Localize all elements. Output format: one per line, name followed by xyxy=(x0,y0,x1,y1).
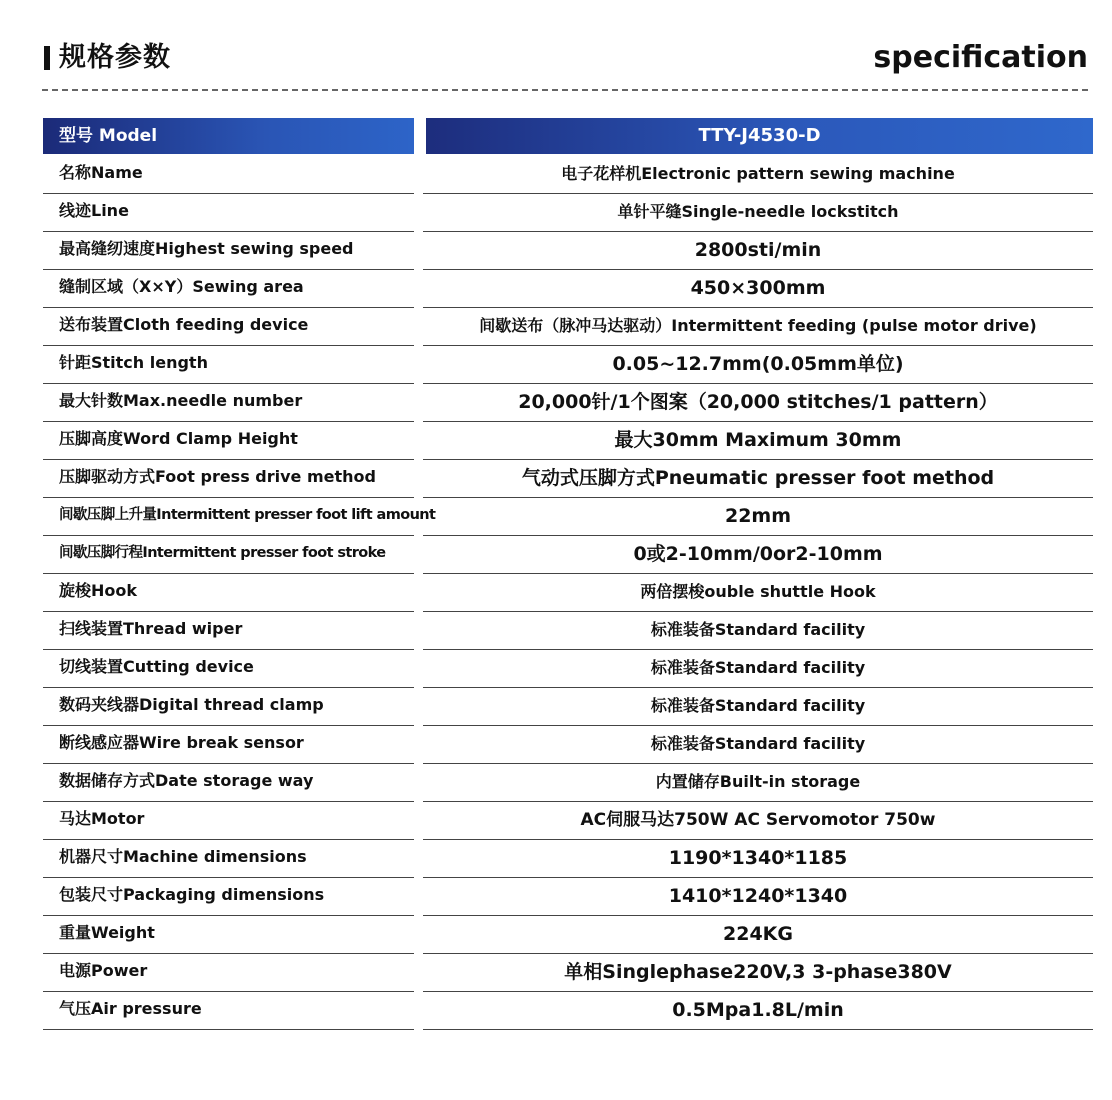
model-value: TTY-J4530-D xyxy=(698,125,821,146)
row-value: 单相Singlephase220V,3 3-phase380V xyxy=(564,961,952,983)
row-value: 1190*1340*1185 xyxy=(668,847,848,869)
title-accent-bar xyxy=(44,46,50,70)
header-value-cell xyxy=(426,118,1093,154)
table-header-row xyxy=(43,118,1093,156)
row-label: 针距Stitch length xyxy=(59,353,208,372)
table-row xyxy=(43,346,1093,384)
row-label: 切线装置Cutting device xyxy=(59,657,254,676)
row-label: 线迹Line xyxy=(59,201,129,220)
row-label: 电源Power xyxy=(59,961,148,980)
row-label: 名称Name xyxy=(59,163,143,182)
row-label: 数码夹线器Digital thread clamp xyxy=(59,695,324,714)
table-row xyxy=(43,498,1093,536)
page-title-english: specification xyxy=(873,40,1088,75)
table-row xyxy=(43,422,1093,460)
row-value: 2800sti/min xyxy=(694,239,822,261)
table-row xyxy=(43,574,1093,612)
row-value: 间歇送布（脉冲马达驱动）Intermittent feeding (pulse motor drive) xyxy=(479,316,1037,335)
row-value: 单针平缝Single-needle lockstitch xyxy=(617,202,899,221)
dashed-divider xyxy=(42,89,1088,91)
row-label: 最大针数Max.needle number xyxy=(59,391,303,410)
row-label: 压脚高度Word Clamp Height xyxy=(59,429,298,448)
table-row xyxy=(43,916,1093,954)
table-row xyxy=(43,194,1093,232)
row-value: 标准装备Standard facility xyxy=(650,734,866,753)
table-row xyxy=(43,840,1093,878)
row-value: AC伺服马达750W AC Servomotor 750w xyxy=(580,810,936,830)
table-row xyxy=(43,460,1093,498)
table-row xyxy=(43,688,1093,726)
row-label: 缝制区域（X×Y）Sewing area xyxy=(59,277,304,296)
row-label: 断线感应器Wire break sensor xyxy=(59,733,304,752)
row-value: 两倍摆梭ouble shuttle Hook xyxy=(640,582,876,601)
table-row xyxy=(43,232,1093,270)
row-value: 0.05~12.7mm(0.05mm单位) xyxy=(612,353,904,375)
table-row xyxy=(43,308,1093,346)
table-row xyxy=(43,384,1093,422)
row-value: 最大30mm Maximum 30mm xyxy=(614,429,902,451)
row-label: 间歇压脚上升量Intermittent presser foot lift amount xyxy=(59,507,436,523)
header-label-cell xyxy=(43,118,414,154)
row-value: 1410*1240*1340 xyxy=(668,885,848,907)
row-value: 0.5Mpa1.8L/min xyxy=(672,999,844,1021)
table-row xyxy=(43,954,1093,992)
row-label: 扫线装置Thread wiper xyxy=(59,619,243,638)
row-label: 旋梭Hook xyxy=(59,581,138,600)
table-row xyxy=(43,726,1093,764)
table-row xyxy=(43,878,1093,916)
table-row xyxy=(43,156,1093,194)
table-row xyxy=(43,612,1093,650)
row-value: 气动式压脚方式Pneumatic presser foot method xyxy=(521,467,995,489)
row-label: 压脚驱动方式Foot press drive method xyxy=(59,467,376,486)
row-value: 标准装备Standard facility xyxy=(650,658,866,677)
row-value: 20,000针/1个图案（20,000 stitches/1 pattern） xyxy=(518,391,998,413)
row-value: 0或2-10mm/0or2-10mm xyxy=(633,543,883,565)
table-row xyxy=(43,764,1093,802)
row-value: 标准装备Standard facility xyxy=(650,620,866,639)
table-row xyxy=(43,270,1093,308)
row-label: 送布装置Cloth feeding device xyxy=(59,315,309,334)
row-label: 包装尺寸Packaging dimensions xyxy=(59,885,325,904)
row-label: 机器尺寸Machine dimensions xyxy=(59,847,307,866)
row-value: 内置储存Built-in storage xyxy=(655,772,861,791)
model-label: 型号 Model xyxy=(59,126,158,146)
row-label: 最高缝纫速度Highest sewing speed xyxy=(59,239,354,258)
row-label: 数据储存方式Date storage way xyxy=(59,771,314,790)
row-label: 气压Air pressure xyxy=(59,999,202,1018)
table-row xyxy=(43,536,1093,574)
row-label: 马达Motor xyxy=(59,809,145,828)
page-header xyxy=(42,40,1088,80)
table-row xyxy=(43,802,1093,840)
row-value: 450×300mm xyxy=(690,277,826,299)
row-value: 224KG xyxy=(723,923,793,945)
table-row xyxy=(43,650,1093,688)
spec-table xyxy=(43,118,1093,1030)
table-row xyxy=(43,992,1093,1030)
row-label: 重量Weight xyxy=(59,923,155,942)
row-label: 间歇压脚行程Intermittent presser foot stroke xyxy=(59,545,386,561)
page-title-chinese: 规格参数 xyxy=(59,42,171,73)
row-value: 电子花样机Electronic pattern sewing machine xyxy=(561,164,955,183)
row-value: 标准装备Standard facility xyxy=(650,696,866,715)
row-value: 22mm xyxy=(724,505,792,527)
